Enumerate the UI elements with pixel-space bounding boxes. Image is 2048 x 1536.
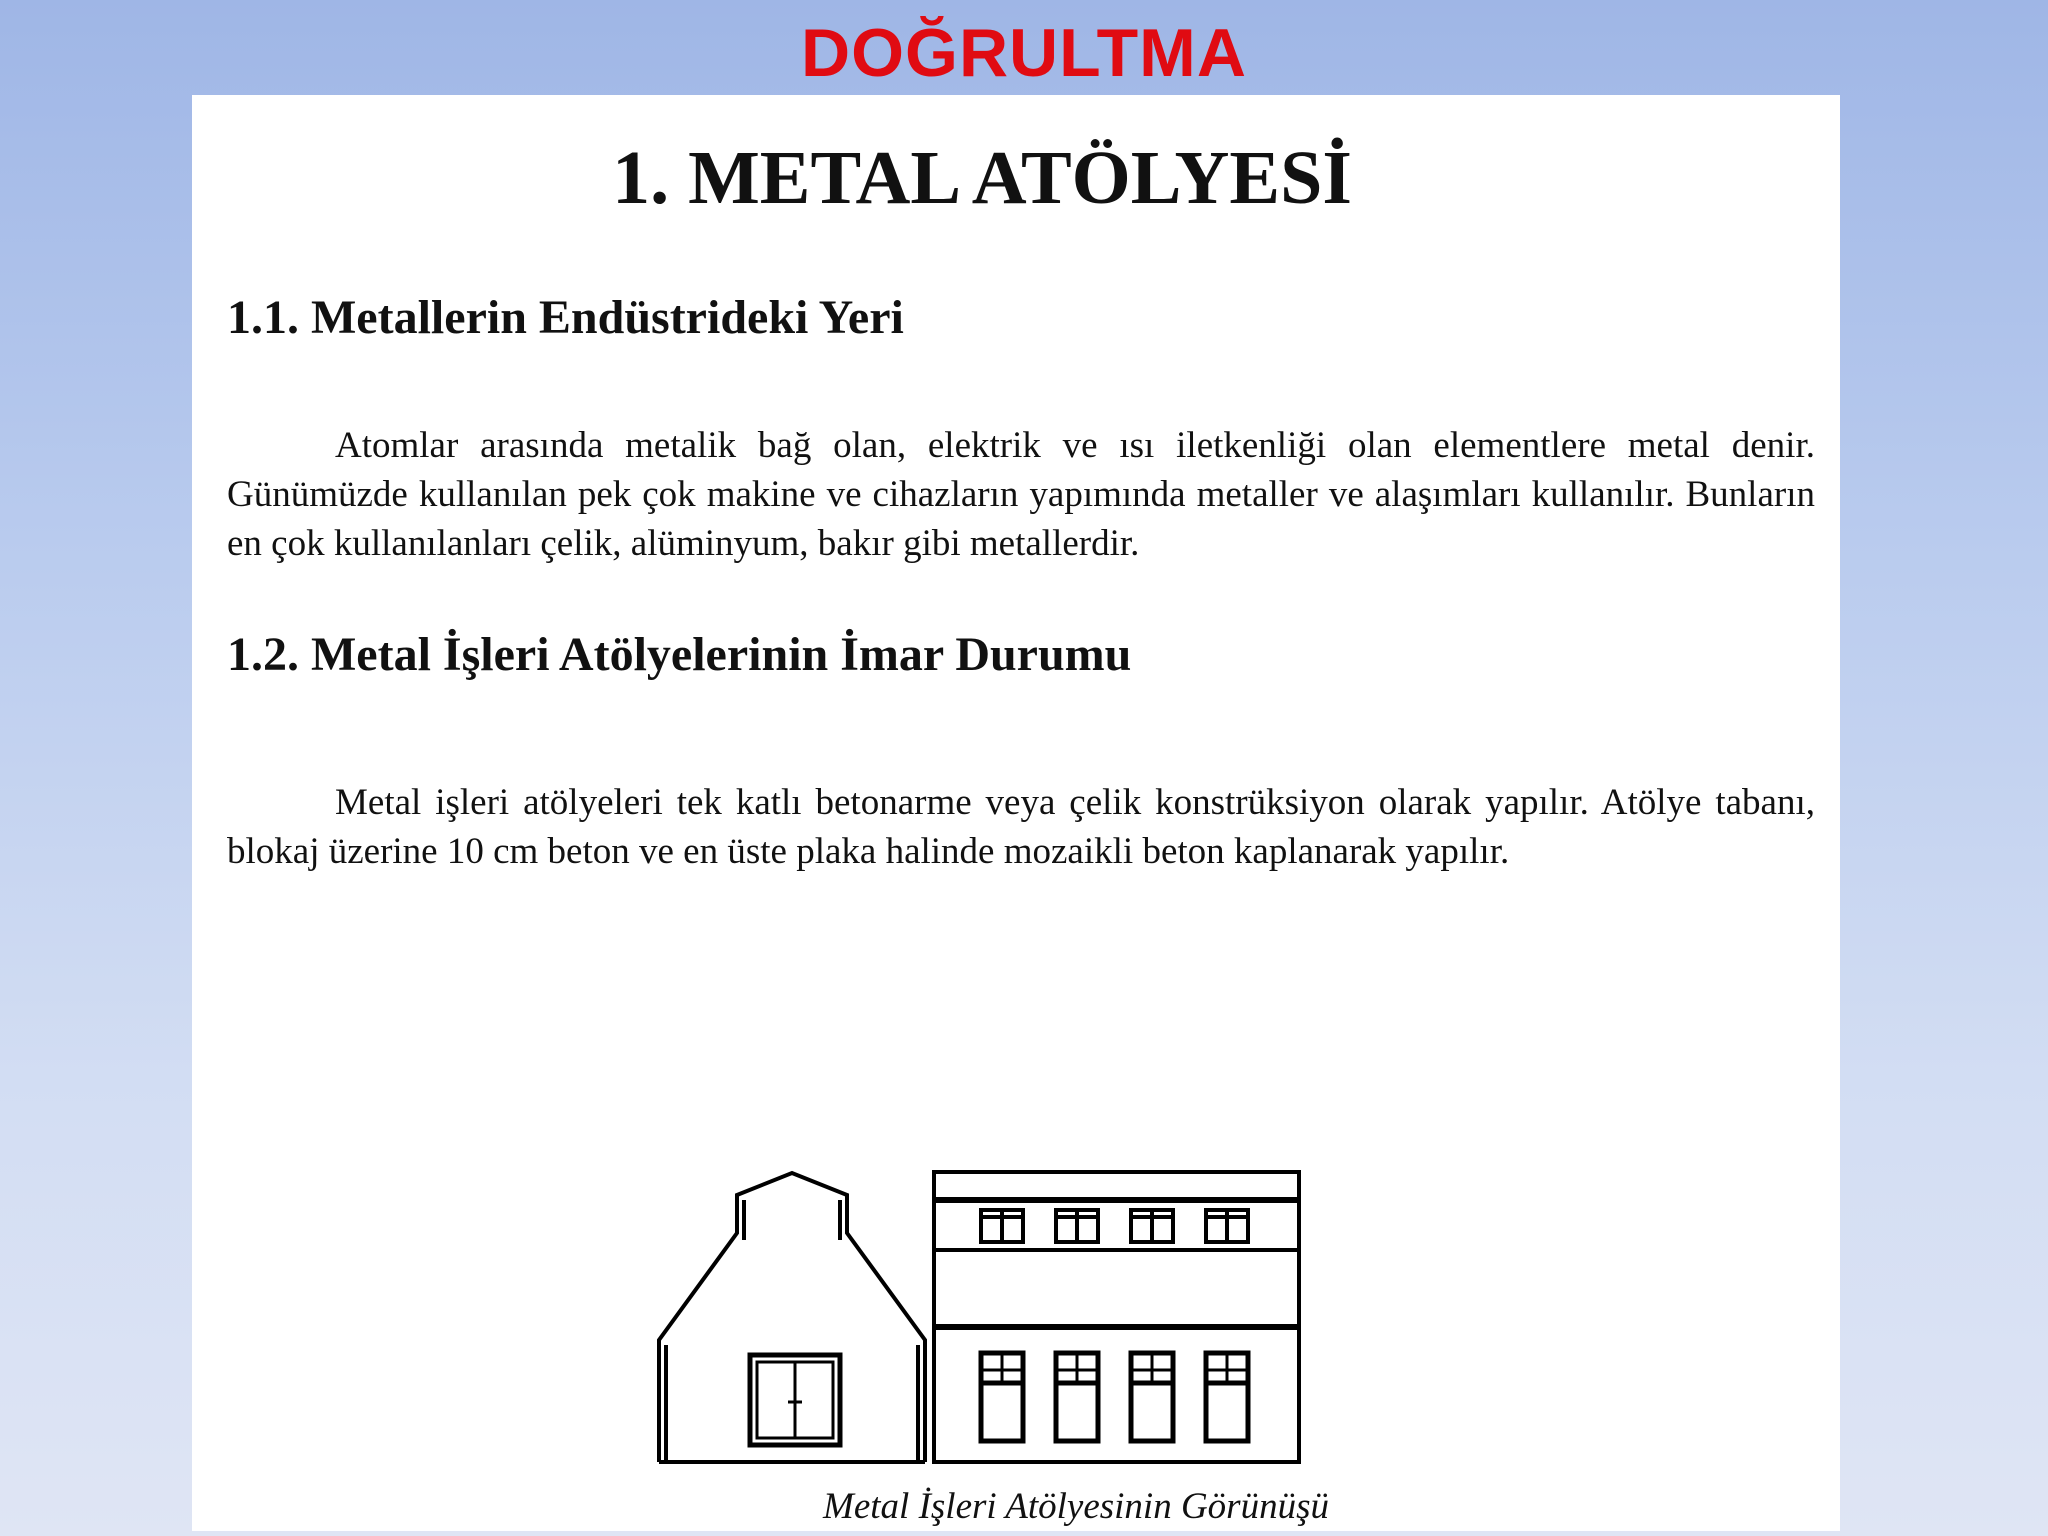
- document-heading: 1. METAL ATÖLYESİ: [612, 136, 1352, 220]
- two-storey-workshop-icon: [934, 1172, 1299, 1462]
- gabled-building-icon: [659, 1173, 925, 1462]
- section-paragraph-1-2: Metal işleri atölyeleri tek katlı betonarme veya çelik konstrüksiyon olarak yapılır. Atölye tabanı, blokaj üzerine 10 cm beton ve en üste plaka halinde mozaikli beton kaplanarak yapılır.: [227, 782, 1815, 872]
- section-heading-1-2: 1.2. Metal İşleri Atölyelerinin İmar Durumu: [227, 628, 1132, 681]
- document-page: [192, 95, 1840, 1531]
- figure-caption: Metal İşleri Atölyesinin Görünüşü: [823, 1486, 1329, 1527]
- workshop-figure: [612, 1065, 1472, 1485]
- slide-title: DOĞRULTMA: [801, 15, 1247, 91]
- section-heading-1-1: 1.1. Metallerin Endüstrideki Yeri: [227, 291, 904, 344]
- section-paragraph-1-1: Atomlar arasında metalik bağ olan, elektrik ve ısı iletkenliği olan elementlere metal denir. Günümüzde kullanılan pek çok makine ve cihazların yapımında metaller ve alaşımları kullanılır. Bunların en çok kullanılanları çelik, alüminyum, bakır gibi metallerdir.: [227, 425, 1815, 564]
